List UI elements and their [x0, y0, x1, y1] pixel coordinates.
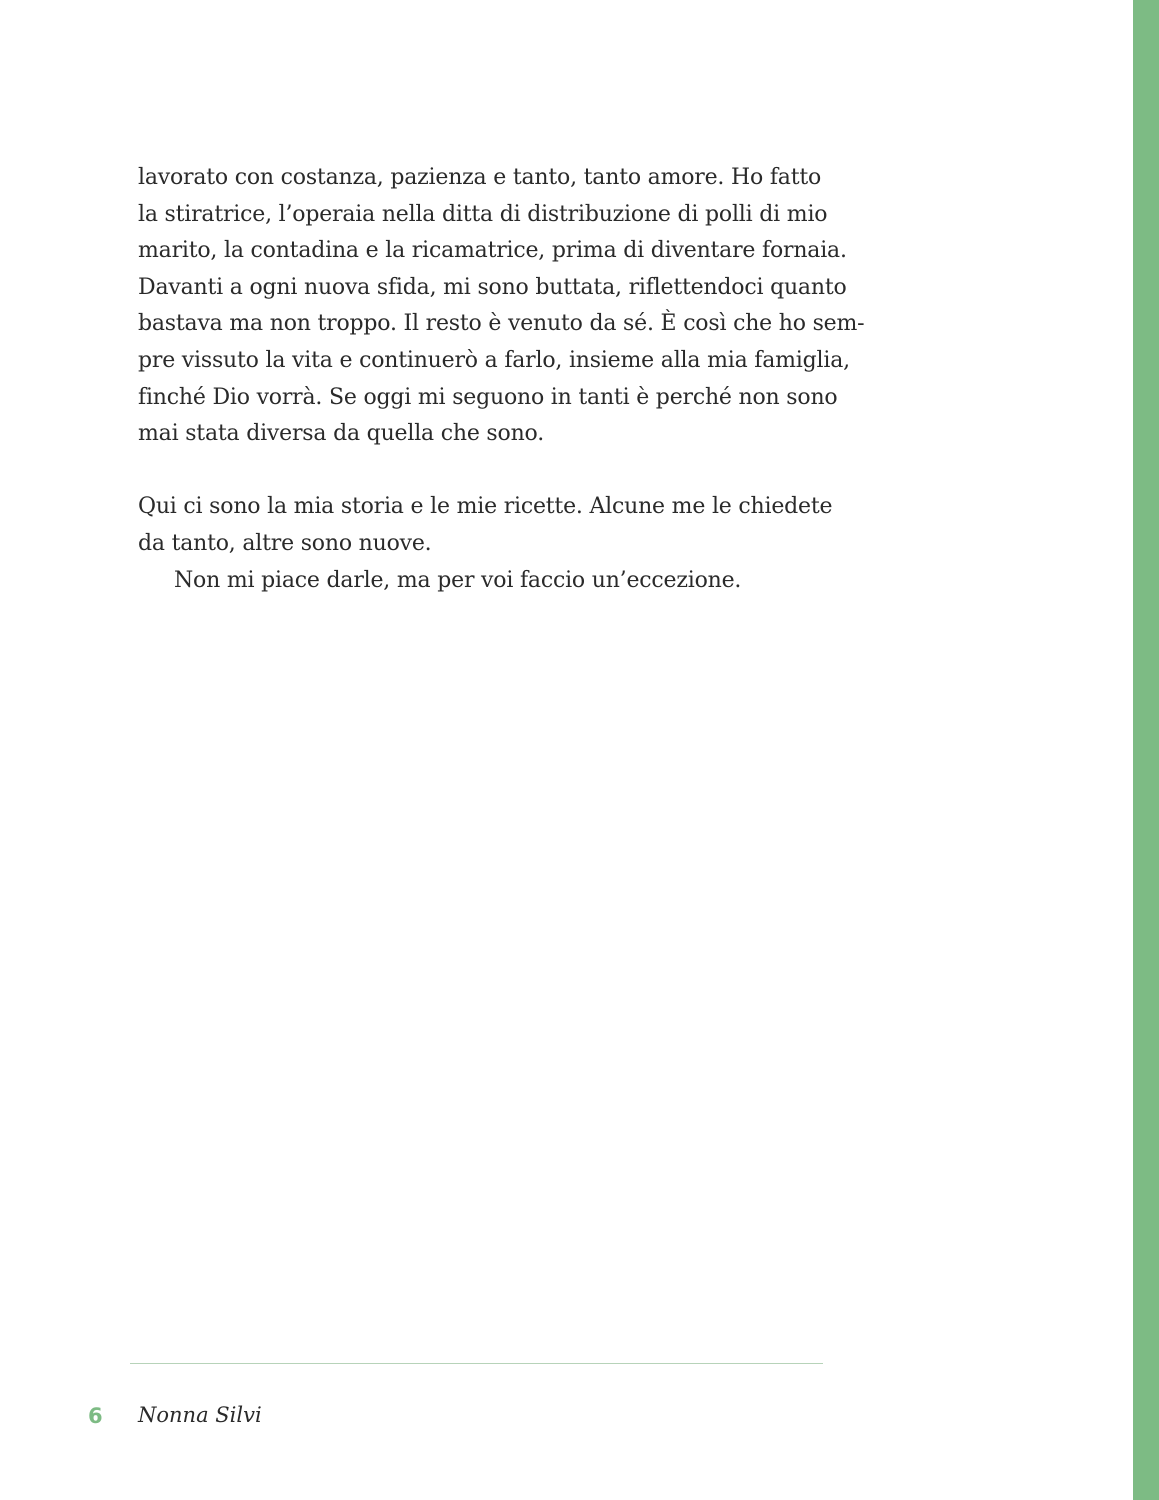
- text-line: mai stata diversa da quella che sono.: [138, 421, 544, 447]
- green-side-band: [1133, 0, 1159, 1500]
- text-line: Davanti a ogni nuova sfida, mi sono buttata, riflettendoci quanto: [138, 274, 847, 300]
- body-text: [138, 160, 865, 599]
- running-title: Nonna Silvi: [138, 1403, 262, 1427]
- page-number: 6: [88, 1404, 103, 1428]
- text-line: pre vissuto la vita e continuerò a farlo, insieme alla mia famiglia,: [138, 347, 850, 373]
- text-line: Qui ci sono la mia storia e le mie ricette. Alcune me le chiedete: [138, 494, 833, 520]
- paragraph-3: [138, 563, 818, 600]
- paragraph-2: [138, 489, 833, 562]
- text-line: bastava ma non troppo. Il resto è venuto da sé. È così che ho sem-: [138, 311, 865, 337]
- text-line: Non mi piace darle, ma per voi faccio un’eccezione.: [174, 567, 742, 593]
- text-line: da tanto, altre sono nuove.: [138, 530, 432, 556]
- text-line: finché Dio vorrà. Se oggi mi seguono in tanti è perché non sono: [138, 384, 838, 410]
- paragraph-1: [138, 160, 865, 453]
- paragraph-gap: [138, 453, 818, 490]
- text-line: marito, la contadina e la ricamatrice, prima di diventare fornaia.: [138, 238, 847, 264]
- text-line: la stiratrice, l’operaia nella ditta di distribuzione di polli di mio: [138, 201, 828, 227]
- footer-divider: [130, 1363, 823, 1364]
- text-line: lavorato con costanza, pazienza e tanto, tanto amore. Ho fatto: [138, 165, 822, 190]
